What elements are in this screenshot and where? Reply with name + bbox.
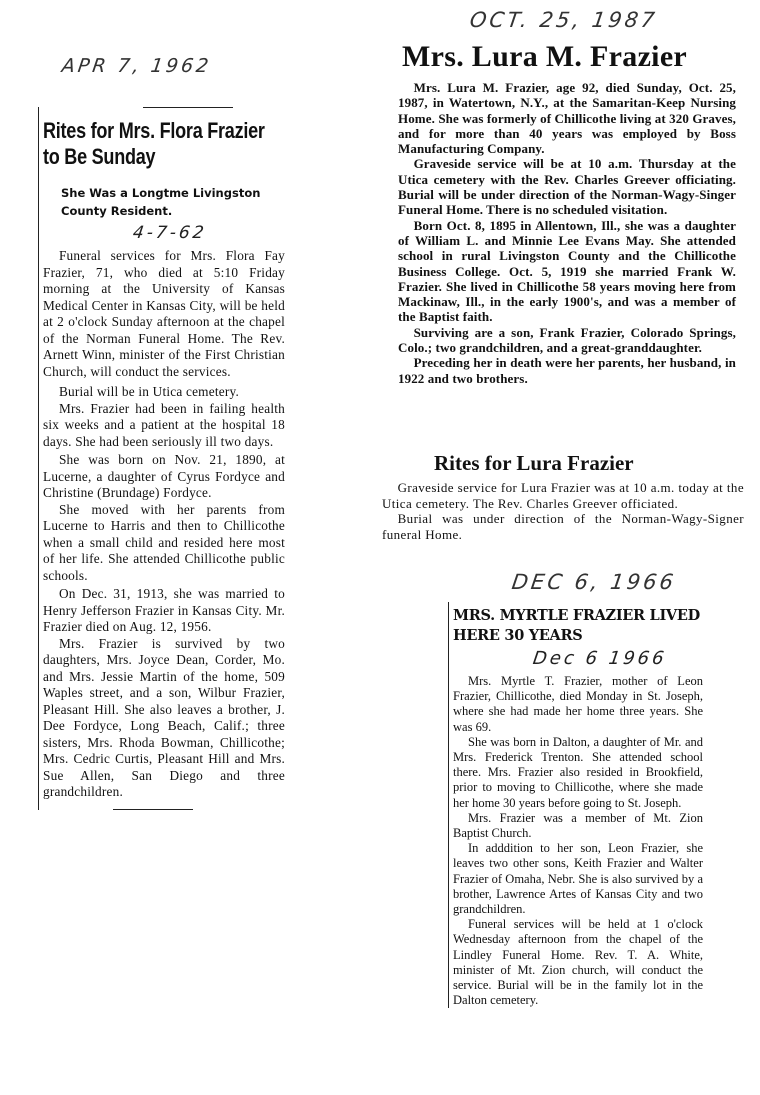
handwritten-inline-date-flora: 4-7-62	[131, 223, 208, 243]
paragraph: Surviving are a son, Frank Frazier, Colorado Springs, Colo.; two grandchildren, and a great-granddaughter.	[398, 324, 736, 356]
clipping-lura-frazier	[398, 40, 736, 386]
paragraph: Burial was under direction of the Norman-Wagy-Signer funeral Home.	[382, 511, 744, 542]
handwritten-inline-date-myrtle: Dec 6 1966	[531, 648, 669, 669]
clipping-myrtle-frazier	[448, 602, 703, 1008]
headline: MRS. MYRTLE FRAZIER LIVED HERE 30 YEARS	[453, 607, 700, 644]
paragraph: Mrs. Frazier was a member of Mt. Zion Baptist Church.	[453, 810, 703, 841]
paragraph: She moved with her parents from Lucerne to Harris and then to Chillicothe when a small child and resided here most of her life. She attended Chillicothe public schools.	[43, 501, 285, 583]
handwritten-date-flora: APR 7, 1962	[60, 55, 213, 77]
paragraph: Graveside service will be at 10 a.m. Thursday at the Utica cemetery with the Rev. Charles Greever officiating. Burial will be under direction of the Norman-Wagy-Singer Funeral Home. There is no scheduled visitation.	[398, 156, 736, 218]
paragraph: Mrs. Lura M. Frazier, age 92, died Sunday, Oct. 25, 1987, in Watertown, N.Y., at the Samaritan-Keep Nursing Home. She was formerly of Chillicothe living at 320 Graves, and for more than 40 years was employed by Boss Manufacturing Company.	[398, 80, 736, 157]
paragraph: Funeral services for Mrs. Flora Fay Frazier, 71, who died at 5:10 Friday morning at the University of Kansas Medical Center in Kansas City, will be held at 2 o'clock Sunday afternoon at the chapel of the Norman Funeral Home. The Rev. Arnett Winn, minister of the First Christian Church, will conduct the services.	[43, 248, 285, 379]
paragraph: Born Oct. 8, 1895 in Allentown, Ill., she was a daughter of William L. and Minnie Lee Evans May. She attended school in rural Livingston County and the Chillicothe Business College. Oct. 5, 1919 she married Frank W. Frazier. She lived in Chillicothe 58 years moving here from Mackinaw, Ill., in the early 1900's, and was a member of the Baptist faith.	[398, 217, 736, 325]
headline: Mrs. Lura M. Frazier	[402, 40, 688, 73]
divider	[113, 809, 193, 810]
headline: Rites for Lura Frazier	[434, 451, 634, 475]
paragraph: In adddition to her son, Leon Frazier, she leaves two other sons, Keith Frazier and Walter Frazier of Omaha, Nebr. She is also survived by a brother, Lawrence Artes of Kansas City and two grandchildren.	[453, 841, 703, 917]
paragraph: Funeral services will be held at 1 o'clock Wednesday afternoon from the chapel of the Lindley Funeral Home. Rev. T. A. White, minister of Mt. Zion church, will conduct the service. Burial will be in the family lot in the Dalton cemetery.	[453, 917, 703, 1008]
paragraph: Mrs. Frazier had been in failing health six weeks and a patient at the hospital 18 days. She had been seriously ill two days.	[43, 400, 285, 449]
handwritten-date-lura: OCT. 25, 1987	[468, 8, 660, 32]
clipping-flora-frazier	[38, 107, 285, 810]
headline: Rites for Mrs. Flora Frazier to Be Sunday	[43, 118, 265, 169]
paragraph: Mrs. Myrtle T. Frazier, mother of Leon Frazier, Chillicothe, died Monday in St. Joseph, where she had made her home three years. She was 69.	[453, 674, 703, 734]
paragraph: Mrs. Frazier is survived by two daughters, Mrs. Joyce Dean, Corder, Mo. and Mrs. Jessie Martin of the home, 509 Waples street, and a son, Wilbur Frazier, Pleasant Hill. She also leaves a brother, J. Dee Fordyce, Long Beach, Calif.; three sisters, Mrs. Rhoda Bowman, Chillicothe; Mrs. Cedric Curtis, Pleasant Hill and Mrs. Sue Allen, San Diego and three grandchildren.	[43, 635, 285, 799]
paragraph: She was born on Nov. 21, 1890, at Lucerne, a daughter of Cyrus Fordyce and Christine (Brundage) Fordyce.	[43, 452, 285, 500]
paragraph: Preceding her in death were her parents, her husband, in 1922 and two brothers.	[398, 355, 736, 386]
paragraph: On Dec. 31, 1913, she was married to Henry Jefferson Frazier in Kansas City. Mr. Frazier died on Aug. 12, 1956.	[43, 586, 285, 634]
divider	[143, 107, 233, 108]
handwritten-date-myrtle: DEC 6, 1966	[510, 570, 678, 594]
clipping-rites-for-lura	[382, 450, 744, 542]
subheadline: She Was a Longtme Livingston County Resident.	[61, 186, 261, 218]
paragraph: Graveside service for Lura Frazier was at 10 a.m. today at the Utica cemetery. The Rev. Charles Greever officiated.	[382, 480, 744, 511]
paragraph: She was born in Dalton, a daughter of Mr. and Mrs. Frederick Trenton. She attended school there. Mrs. Frazier also resided in Brookfield, prior to moving to Chillicothe, where she made her home 30 years before going to St. Joseph.	[453, 734, 703, 810]
paragraph: Burial will be in Utica cemetery.	[58, 384, 239, 399]
